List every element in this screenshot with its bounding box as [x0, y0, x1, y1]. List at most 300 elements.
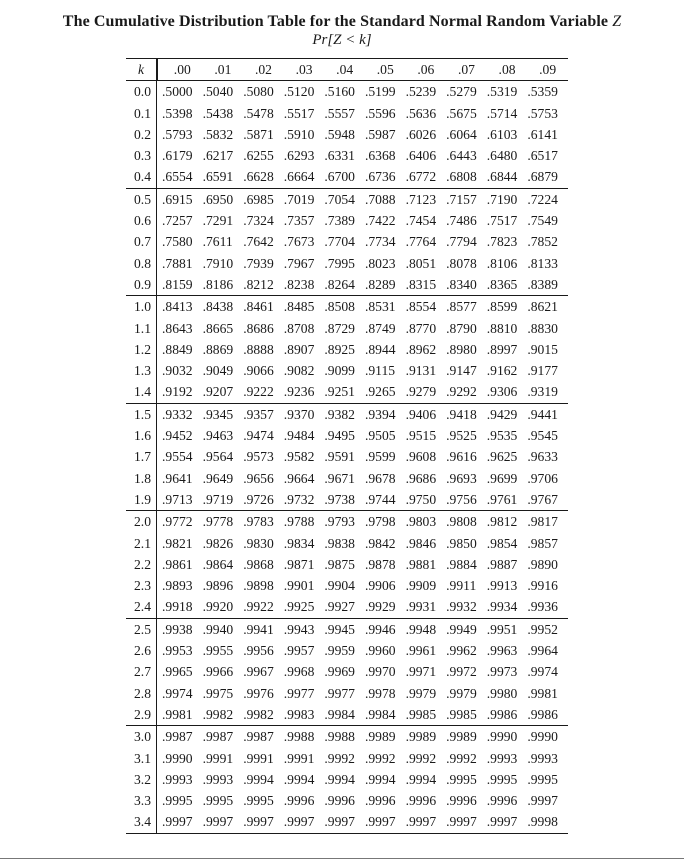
- probability-cell: .5832: [202, 126, 234, 142]
- probability-cell: .9997: [527, 793, 558, 809]
- row-k-value: 0.6: [126, 210, 157, 231]
- probability-cell: .8665: [202, 320, 234, 336]
- probability-cell: .6808: [446, 169, 477, 185]
- probability-cell: .9987: [157, 726, 203, 748]
- probability-cell: .6591: [202, 169, 234, 185]
- probability-cell: .8264: [324, 276, 355, 292]
- probability-cell: .9972: [446, 664, 477, 680]
- probability-cell: .9893: [162, 578, 193, 594]
- probability-cell: .9207: [202, 384, 234, 400]
- probability-cell: .9977: [283, 685, 315, 701]
- table-row: [126, 318, 568, 339]
- probability-cell: .9916: [527, 578, 558, 594]
- table-row: [126, 769, 568, 790]
- row-k-value: 0.7: [126, 231, 157, 252]
- probability-cell: .9147: [446, 363, 477, 379]
- probability-cell: .9463: [202, 428, 234, 444]
- probability-cell: .6844: [486, 169, 518, 185]
- probability-cell: .9988: [324, 726, 365, 748]
- page-subtitle: Pr[Z < k]: [312, 32, 372, 48]
- probability-cell: .9875: [324, 556, 355, 572]
- probability-cell: .6103: [486, 126, 518, 142]
- probability-cell: .9131: [405, 363, 437, 379]
- probability-cell: .9842: [364, 535, 396, 551]
- row-k-value: 3.4: [126, 811, 157, 833]
- probability-cell: .9616: [446, 449, 477, 465]
- row-k-value: 3.2: [126, 769, 157, 790]
- probability-cell: .9965: [162, 664, 193, 680]
- probability-cell: .9997: [324, 811, 365, 833]
- table-row: [126, 726, 568, 748]
- probability-cell: .9656: [243, 470, 274, 486]
- probability-cell: .8023: [364, 255, 396, 271]
- probability-cell: .9545: [527, 428, 558, 444]
- probability-cell: .5871: [243, 126, 274, 142]
- probability-cell: .9625: [486, 449, 518, 465]
- probability-cell: .9222: [243, 384, 274, 400]
- probability-cell: .9821: [162, 535, 193, 551]
- probability-cell: .9968: [283, 664, 315, 680]
- probability-cell: .9772: [157, 511, 203, 533]
- probability-cell: .9633: [527, 449, 558, 465]
- column-header: .02: [243, 59, 284, 81]
- probability-cell: .7939: [243, 255, 274, 271]
- probability-cell: .6179: [162, 148, 193, 164]
- probability-cell: .7454: [405, 213, 437, 229]
- probability-cell: .9979: [405, 685, 437, 701]
- probability-cell: .9345: [203, 403, 244, 425]
- probability-cell: .5398: [162, 105, 193, 121]
- probability-cell: .9582: [283, 449, 315, 465]
- probability-cell: .8749: [364, 320, 396, 336]
- probability-cell: .9995: [486, 771, 518, 787]
- row-k-value: 1.9: [126, 489, 157, 511]
- probability-cell: .6736: [364, 169, 396, 185]
- table-row: [126, 533, 568, 554]
- probability-cell: .9932: [446, 599, 477, 615]
- probability-cell: .8461: [243, 296, 284, 318]
- probability-cell: .9982: [202, 706, 234, 722]
- table-row: [126, 640, 568, 661]
- probability-cell: .9988: [284, 726, 325, 748]
- row-k-value: 0.4: [126, 166, 157, 188]
- probability-cell: .9989: [365, 726, 406, 748]
- column-header: .03: [284, 59, 325, 81]
- probability-cell: .8389: [527, 276, 558, 292]
- probability-cell: .8289: [364, 276, 396, 292]
- cdf-table: [126, 58, 568, 834]
- probability-cell: .8770: [405, 320, 437, 336]
- probability-cell: .9884: [446, 556, 477, 572]
- probability-cell: .7549: [527, 213, 558, 229]
- probability-cell: .9989: [446, 726, 487, 748]
- probability-cell: .9993: [202, 771, 234, 787]
- row-k-value: 1.5: [126, 403, 157, 425]
- probability-cell: .9898: [243, 578, 274, 594]
- probability-cell: .9969: [324, 664, 355, 680]
- probability-cell: .9994: [405, 771, 437, 787]
- probability-cell: .6950: [203, 188, 244, 210]
- probability-cell: .9983: [283, 706, 315, 722]
- k-column-header: k: [126, 59, 157, 81]
- probability-cell: .8186: [202, 276, 234, 292]
- table-row: [126, 124, 568, 145]
- table-row: [126, 511, 568, 533]
- probability-cell: .9767: [527, 491, 558, 507]
- probability-cell: .8051: [405, 255, 437, 271]
- probability-cell: .9564: [202, 449, 234, 465]
- probability-cell: .6554: [162, 169, 193, 185]
- probability-cell: .9864: [202, 556, 234, 572]
- table-row: [126, 403, 568, 425]
- probability-cell: .9834: [283, 535, 315, 551]
- probability-cell: .9726: [243, 491, 274, 507]
- row-k-value: 2.5: [126, 618, 157, 640]
- probability-cell: .8849: [162, 341, 193, 357]
- probability-cell: .9756: [446, 491, 477, 507]
- row-k-value: 1.6: [126, 425, 157, 446]
- probability-cell: .9904: [324, 578, 355, 594]
- probability-cell: .9032: [162, 363, 193, 379]
- probability-cell: .8790: [446, 320, 477, 336]
- probability-cell: .9878: [364, 556, 396, 572]
- probability-cell: .7764: [405, 234, 437, 250]
- probability-cell: .9990: [527, 726, 568, 748]
- probability-cell: .7088: [365, 188, 406, 210]
- probability-cell: .9957: [283, 643, 315, 659]
- probability-cell: .9979: [446, 685, 477, 701]
- probability-cell: .9922: [243, 599, 274, 615]
- probability-cell: .9997: [284, 811, 325, 833]
- row-k-value: 2.1: [126, 533, 157, 554]
- probability-cell: .9975: [202, 685, 234, 701]
- table-row: [126, 274, 568, 296]
- probability-cell: .7642: [243, 234, 274, 250]
- table-row: [126, 575, 568, 596]
- probability-cell: .9913: [486, 578, 518, 594]
- probability-cell: .9678: [364, 470, 396, 486]
- probability-cell: .8508: [324, 296, 365, 318]
- probability-cell: .9966: [202, 664, 234, 680]
- probability-cell: .9871: [283, 556, 315, 572]
- probability-cell: .7852: [527, 234, 558, 250]
- probability-cell: .9993: [486, 750, 518, 766]
- probability-cell: .8531: [365, 296, 406, 318]
- probability-cell: .9788: [284, 511, 325, 533]
- row-k-value: 0.9: [126, 274, 157, 296]
- probability-cell: .5239: [405, 84, 437, 100]
- probability-cell: .9671: [324, 470, 355, 486]
- table-row: [126, 811, 568, 833]
- probability-cell: .9846: [405, 535, 437, 551]
- probability-cell: .7486: [446, 213, 477, 229]
- probability-cell: .9931: [405, 599, 437, 615]
- probability-cell: .6664: [283, 169, 315, 185]
- probability-cell: .9265: [364, 384, 396, 400]
- probability-cell: .6406: [405, 148, 437, 164]
- probability-cell: .9990: [487, 726, 528, 748]
- probability-cell: .8643: [162, 320, 193, 336]
- probability-cell: .5000: [162, 84, 193, 100]
- probability-cell: .9495: [324, 428, 355, 444]
- table-row: [126, 446, 568, 467]
- probability-cell: .6915: [157, 188, 203, 210]
- probability-cell: .9925: [283, 599, 315, 615]
- probability-cell: .5675: [446, 105, 477, 121]
- probability-cell: .5636: [405, 105, 437, 121]
- column-header: .09: [527, 59, 568, 81]
- probability-cell: .9994: [283, 771, 315, 787]
- probability-cell: .9996: [486, 793, 518, 809]
- probability-cell: .9960: [364, 643, 396, 659]
- probability-cell: .7422: [364, 213, 396, 229]
- probability-cell: .9977: [324, 685, 355, 701]
- probability-cell: .9115: [364, 363, 396, 379]
- probability-cell: .9997: [365, 811, 406, 833]
- probability-cell: .9896: [202, 578, 234, 594]
- probability-cell: .9945: [324, 618, 365, 640]
- probability-cell: .8599: [487, 296, 528, 318]
- probability-cell: .9591: [324, 449, 355, 465]
- probability-cell: .9484: [283, 428, 315, 444]
- probability-cell: .7190: [487, 188, 528, 210]
- probability-cell: .9997: [203, 811, 244, 833]
- probability-cell: .6628: [243, 169, 274, 185]
- probability-cell: .5319: [486, 84, 518, 100]
- probability-cell: .9890: [527, 556, 558, 572]
- probability-cell: .9994: [364, 771, 396, 787]
- probability-cell: .9991: [283, 750, 315, 766]
- probability-cell: .9826: [202, 535, 234, 551]
- probability-cell: .8869: [202, 341, 234, 357]
- probability-cell: .6026: [405, 126, 437, 142]
- probability-cell: .8907: [283, 341, 315, 357]
- probability-cell: .9992: [324, 750, 355, 766]
- page-title: [0, 13, 684, 31]
- probability-cell: .9996: [446, 793, 477, 809]
- probability-cell: .9953: [162, 643, 193, 659]
- probability-cell: .7054: [324, 188, 365, 210]
- probability-cell: .9370: [284, 403, 325, 425]
- probability-cell: .9812: [487, 511, 528, 533]
- probability-cell: .9803: [406, 511, 447, 533]
- table-row: [126, 596, 568, 618]
- probability-cell: .9332: [157, 403, 203, 425]
- probability-cell: .9441: [527, 403, 568, 425]
- probability-cell: .9962: [446, 643, 477, 659]
- probability-cell: .5948: [324, 126, 355, 142]
- probability-cell: .8365: [486, 276, 518, 292]
- probability-cell: .9955: [202, 643, 234, 659]
- probability-cell: .6985: [243, 188, 284, 210]
- probability-cell: .7517: [486, 213, 518, 229]
- probability-cell: .9987: [203, 726, 244, 748]
- probability-cell: .9994: [324, 771, 355, 787]
- probability-cell: .9943: [284, 618, 325, 640]
- probability-cell: .5080: [243, 84, 274, 100]
- table-row: [126, 618, 568, 640]
- table-row: [126, 360, 568, 381]
- probability-cell: .7157: [446, 188, 487, 210]
- probability-cell: .9998: [527, 811, 568, 833]
- probability-cell: .5517: [283, 105, 315, 121]
- probability-cell: .8078: [446, 255, 477, 271]
- probability-cell: .9929: [364, 599, 396, 615]
- probability-cell: .8997: [486, 341, 518, 357]
- column-header: .08: [487, 59, 528, 81]
- row-k-value: 0.1: [126, 103, 157, 124]
- probability-cell: .9394: [365, 403, 406, 425]
- probability-cell: .9909: [405, 578, 437, 594]
- probability-cell: .9452: [162, 428, 193, 444]
- probability-cell: .7673: [283, 234, 315, 250]
- probability-cell: .9162: [486, 363, 518, 379]
- probability-cell: .9952: [527, 618, 568, 640]
- row-k-value: 0.2: [126, 124, 157, 145]
- probability-cell: .9251: [324, 384, 355, 400]
- probability-cell: .9971: [405, 664, 437, 680]
- probability-cell: .6700: [324, 169, 355, 185]
- probability-cell: .9997: [406, 811, 447, 833]
- probability-cell: .7224: [527, 188, 568, 210]
- probability-cell: .9992: [446, 750, 477, 766]
- probability-cell: .6480: [486, 148, 518, 164]
- probability-cell: .9976: [243, 685, 274, 701]
- probability-cell: .9920: [202, 599, 234, 615]
- probability-cell: .7324: [243, 213, 274, 229]
- probability-cell: .6293: [283, 148, 315, 164]
- probability-cell: .9418: [446, 403, 487, 425]
- row-k-value: 2.3: [126, 575, 157, 596]
- probability-cell: .9990: [162, 750, 193, 766]
- probability-cell: .9641: [162, 470, 193, 486]
- row-k-value: 0.5: [126, 188, 157, 210]
- probability-cell: .9719: [202, 491, 234, 507]
- row-k-value: 1.1: [126, 318, 157, 339]
- probability-cell: .9941: [243, 618, 284, 640]
- probability-cell: .9948: [406, 618, 447, 640]
- table-row: [126, 103, 568, 124]
- probability-cell: .7019: [284, 188, 325, 210]
- probability-cell: .5596: [364, 105, 396, 121]
- probability-cell: .8962: [405, 341, 437, 357]
- probability-cell: .9406: [406, 403, 447, 425]
- probability-cell: .6443: [446, 148, 477, 164]
- probability-cell: .9854: [486, 535, 518, 551]
- probability-cell: .9082: [283, 363, 315, 379]
- probability-cell: .6141: [527, 126, 558, 142]
- probability-cell: .6879: [527, 169, 558, 185]
- table-row: [126, 468, 568, 489]
- table-row: [126, 81, 568, 103]
- probability-cell: .5753: [527, 105, 558, 121]
- probability-cell: .5438: [202, 105, 234, 121]
- probability-cell: .7995: [324, 255, 355, 271]
- table-row: [126, 790, 568, 811]
- probability-cell: .9992: [364, 750, 396, 766]
- probability-cell: .8621: [527, 296, 568, 318]
- row-k-value: 1.2: [126, 339, 157, 360]
- probability-cell: .5199: [364, 84, 396, 100]
- probability-cell: .7611: [202, 234, 233, 250]
- probability-cell: .5040: [202, 84, 234, 100]
- probability-cell: .9984: [364, 706, 396, 722]
- probability-cell: .9808: [446, 511, 487, 533]
- row-k-value: 1.4: [126, 381, 157, 403]
- probability-cell: .8980: [446, 341, 477, 357]
- probability-cell: .9936: [527, 599, 558, 615]
- probability-cell: .9973: [486, 664, 518, 680]
- probability-cell: .9995: [446, 771, 477, 787]
- probability-cell: .9236: [283, 384, 315, 400]
- probability-cell: .6064: [446, 126, 477, 142]
- probability-cell: .9906: [364, 578, 396, 594]
- probability-cell: .9099: [324, 363, 355, 379]
- probability-cell: .7794: [446, 234, 477, 250]
- probability-cell: .7967: [283, 255, 315, 271]
- table-row: [126, 554, 568, 575]
- column-header: .06: [406, 59, 447, 81]
- probability-cell: .9608: [405, 449, 437, 465]
- probability-cell: .8238: [283, 276, 315, 292]
- probability-cell: .9918: [162, 599, 193, 615]
- title-variable: Z: [612, 13, 622, 30]
- probability-cell: .8212: [243, 276, 274, 292]
- probability-cell: .7123: [406, 188, 447, 210]
- probability-cell: .8485: [284, 296, 325, 318]
- probability-cell: .9934: [486, 599, 518, 615]
- probability-cell: .8810: [486, 320, 518, 336]
- probability-cell: .9505: [364, 428, 396, 444]
- probability-cell: .9515: [405, 428, 437, 444]
- probability-cell: .5910: [283, 126, 315, 142]
- probability-cell: .9778: [203, 511, 244, 533]
- table-body: [126, 81, 568, 833]
- row-k-value: 0.0: [126, 81, 157, 103]
- probability-cell: .9970: [364, 664, 396, 680]
- probability-cell: .9997: [446, 811, 487, 833]
- row-k-value: 2.2: [126, 554, 157, 575]
- probability-cell: .8554: [406, 296, 447, 318]
- probability-cell: .9554: [162, 449, 193, 465]
- probability-cell: .9938: [157, 618, 203, 640]
- probability-cell: .6331: [324, 148, 355, 164]
- probability-cell: .9992: [405, 750, 437, 766]
- row-k-value: 0.8: [126, 253, 157, 274]
- probability-cell: .6217: [202, 148, 234, 164]
- probability-cell: .5359: [527, 84, 558, 100]
- probability-cell: .6368: [364, 148, 396, 164]
- probability-cell: .9956: [243, 643, 274, 659]
- probability-cell: .9964: [527, 643, 558, 659]
- probability-cell: .8413: [157, 296, 203, 318]
- probability-cell: .9993: [527, 750, 558, 766]
- probability-cell: .9279: [405, 384, 437, 400]
- probability-cell: .9830: [243, 535, 274, 551]
- probability-cell: .6517: [527, 148, 558, 164]
- probability-cell: .5793: [162, 126, 193, 142]
- probability-cell: .8133: [527, 255, 558, 271]
- probability-cell: .8708: [283, 320, 315, 336]
- probability-cell: .9292: [446, 384, 477, 400]
- row-k-value: 1.3: [126, 360, 157, 381]
- probability-cell: .9961: [405, 643, 437, 659]
- probability-cell: .9713: [162, 491, 193, 507]
- probability-cell: .9986: [527, 706, 558, 722]
- probability-cell: .9997: [157, 811, 203, 833]
- row-k-value: 2.9: [126, 704, 157, 726]
- probability-cell: .9995: [243, 793, 274, 809]
